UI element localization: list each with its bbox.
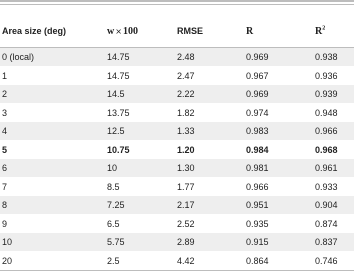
cell-w: 5.75: [107, 237, 125, 247]
cell-area-size: 20: [2, 255, 13, 266]
table-row: [0, 85, 354, 103]
cell-area-size: 2: [2, 89, 8, 99]
cell-r: 0.966: [246, 181, 269, 192]
cell-area-size: 10: [2, 237, 13, 247]
cell-r: 0.935: [246, 218, 269, 229]
cell-r-squared: 0.933: [315, 181, 338, 192]
cell-r: 0.974: [246, 107, 269, 118]
table-row: [0, 215, 354, 233]
cell-w: 8.5: [107, 181, 120, 192]
cell-rmse: 1.82: [177, 107, 195, 118]
table-top-rule: [0, 0, 354, 2]
header-r2-base: R: [315, 26, 323, 37]
cell-area-size: 8: [2, 200, 8, 210]
cell-r: 0.983: [246, 126, 269, 136]
cell-rmse: 1.20: [177, 144, 195, 155]
table-row: [0, 233, 354, 251]
cell-rmse: 1.77: [177, 181, 195, 192]
cell-r-squared: 0.874: [315, 218, 338, 229]
cell-r-squared: 0.904: [315, 200, 338, 210]
cell-rmse: 1.33: [177, 126, 195, 136]
header-r: R: [246, 26, 254, 37]
table-row: [0, 104, 354, 122]
cell-r-squared: 0.936: [315, 70, 338, 81]
header-area-size: Area size (deg): [2, 26, 67, 36]
cell-r: 0.967: [246, 70, 269, 81]
header-r2-exponent: 2: [322, 25, 326, 32]
cell-w: 13.75: [107, 107, 130, 118]
table-row: [0, 67, 354, 85]
cell-r: 0.969: [246, 89, 269, 99]
cell-rmse: 2.22: [177, 89, 195, 99]
cell-w: 12.5: [107, 126, 125, 136]
cell-w: 14.5: [107, 89, 125, 99]
cell-rmse: 2.17: [177, 200, 195, 210]
cell-r-squared: 0.948: [315, 107, 338, 118]
cell-w: 6.5: [107, 218, 120, 229]
cell-area-size: 5: [2, 144, 8, 155]
cell-area-size: 4: [2, 126, 8, 136]
cell-r: 0.969: [246, 52, 269, 62]
header-w-times-100: [107, 26, 138, 37]
table-row: [0, 252, 354, 270]
table-row: [0, 178, 354, 196]
cell-r-squared: 0.837: [315, 237, 338, 247]
cell-r: 0.984: [246, 144, 269, 155]
header-hundred: 100: [122, 26, 138, 37]
cell-r-squared: 0.938: [315, 52, 338, 62]
cell-area-size: 0 (local): [2, 52, 35, 62]
cell-w: 10.75: [107, 144, 130, 155]
cell-rmse: 2.47: [177, 70, 195, 81]
table-header-row: [0, 22, 354, 46]
cell-r: 0.915: [246, 237, 269, 247]
table-row: [0, 122, 354, 140]
cell-r: 0.981: [246, 163, 269, 173]
table-row: [0, 159, 354, 177]
cell-rmse: 2.48: [177, 52, 195, 62]
cell-w: 10: [107, 163, 118, 173]
header-r-squared: [315, 26, 325, 37]
cell-w: 2.5: [107, 255, 120, 266]
cell-r-squared: 0.746: [315, 255, 338, 266]
cell-area-size: 1: [2, 70, 8, 81]
cell-r-squared: 0.966: [315, 126, 338, 136]
table-row: [0, 48, 354, 66]
cell-area-size: 9: [2, 218, 8, 229]
header-w-symbol: w: [107, 26, 115, 37]
header-rmse: RMSE: [177, 26, 204, 36]
cell-r: 0.951: [246, 200, 269, 210]
cell-r-squared: 0.968: [315, 144, 338, 155]
cell-rmse: 1.30: [177, 163, 195, 173]
cell-area-size: 7: [2, 181, 8, 192]
cell-w: 14.75: [107, 52, 130, 62]
cell-r-squared: 0.961: [315, 163, 338, 173]
cell-rmse: 2.89: [177, 237, 195, 247]
cell-r-squared: 0.939: [315, 89, 338, 99]
table-row: [0, 196, 354, 214]
cell-rmse: 2.52: [177, 218, 195, 229]
cell-w: 14.75: [107, 70, 130, 81]
cell-area-size: 3: [2, 107, 8, 118]
table-top-rule-thin: [0, 4, 354, 5]
cell-rmse: 4.42: [177, 255, 195, 266]
table-bottom-rule: [0, 270, 354, 271]
cell-area-size: 6: [2, 163, 8, 173]
cell-r: 0.864: [246, 255, 269, 266]
cell-w: 7.25: [107, 200, 125, 210]
table-row: [0, 141, 354, 159]
header-times-symbol: ×: [115, 27, 122, 36]
